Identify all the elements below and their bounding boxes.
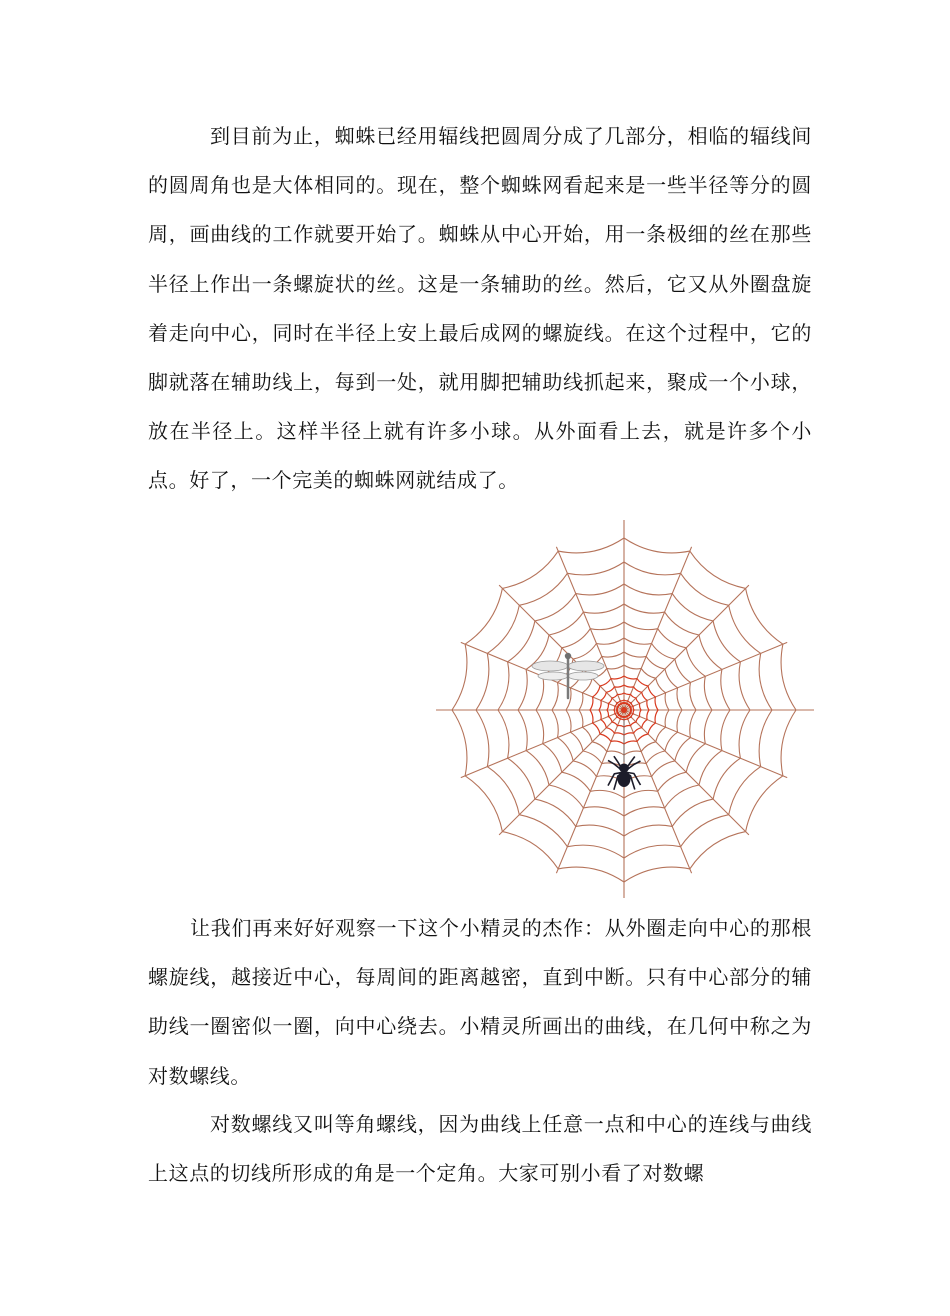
spider-icon	[608, 718, 641, 790]
paragraph-2: 让我们再来好好观察一下这个小精灵的杰作：从外圈走向中心的那根螺旋线，越接近中心，每周间的距离越密，直到中断。只有中心部分的辅助线一圈密似一圈，向中心绕去。小精灵所画出的曲线，在几何中称之为对数螺线。	[148, 916, 812, 1088]
dragonfly-wing	[532, 661, 568, 671]
dragonfly-head	[565, 653, 571, 659]
spider-abdomen	[618, 771, 631, 787]
dragonfly-wing	[538, 672, 568, 680]
dragonfly-wing	[568, 661, 604, 671]
paragraph-1: 到目前为止，蜘蛛已经用辐线把圆周分成了几部分，相临的辐线间的圆周角也是大体相同的。现在，整个蜘蛛网看起来是一些半径等分的圆周，画曲线的工作就要开始了。蜘蛛从中心开始，用一条极细的丝在那些半径上作出一条螺旋状的丝。这是一条辅助的丝。然后，它又从外圈盘旋着走向中心，同时在半径上安上最后成网的螺旋线。在这个过程中，它的脚就落在辅助线上，每到一处，就用脚把辅助线抓起来，聚成一个小球，放在半径上。这样半径上就有许多小球。从外面看上去，就是许多个小点。好了，一个完美的蜘蛛网就结成了。	[148, 124, 812, 493]
paragraph-3: 对数螺线又叫等角螺线，因为曲线上任意一点和中心的连线与曲线上这点的切线所形成的角是一个定角。大家可别小看了对数螺	[148, 1112, 812, 1186]
spider-web-figure	[436, 514, 828, 898]
dragonfly-wing	[568, 672, 598, 680]
web-hub-dot	[621, 707, 627, 713]
